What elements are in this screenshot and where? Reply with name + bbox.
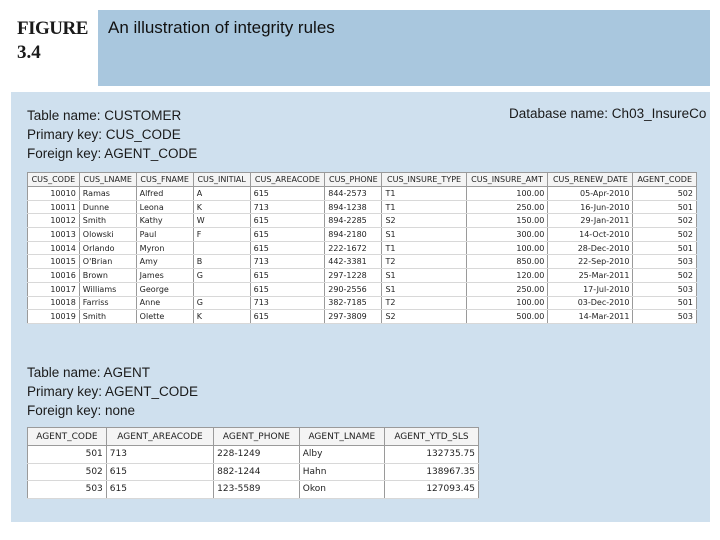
table-cell: 290-2556 <box>325 282 382 296</box>
agent-row <box>28 463 479 481</box>
table-cell: 615 <box>106 463 213 481</box>
customer-row <box>28 214 697 228</box>
customer-row <box>28 241 697 255</box>
table-cell: 25-Mar-2011 <box>548 269 633 283</box>
table-cell: T1 <box>382 187 466 201</box>
table-cell: 850.00 <box>466 255 548 269</box>
customer-row <box>28 282 697 296</box>
table-cell: T2 <box>382 255 466 269</box>
customer-table-meta <box>27 106 197 163</box>
customer-row <box>28 255 697 269</box>
table-cell: 297-3809 <box>325 310 382 324</box>
table-cell: Hahn <box>299 463 384 481</box>
table-cell: 100.00 <box>466 187 548 201</box>
customer-row <box>28 296 697 310</box>
table-cell: Anne <box>136 296 193 310</box>
col-agent-ytd-sls: AGENT_YTD_SLS <box>384 428 478 446</box>
table-cell: 615 <box>106 481 213 499</box>
col-cus-phone: CUS_PHONE <box>325 173 382 187</box>
customer-row <box>28 269 697 283</box>
table-cell: 127093.45 <box>384 481 478 499</box>
table-cell: 138967.35 <box>384 463 478 481</box>
col-agent-code: AGENT_CODE <box>633 173 697 187</box>
table-cell: B <box>193 255 250 269</box>
database-name: Database name: Ch03_InsureCo <box>509 106 707 121</box>
table-cell: 503 <box>28 481 107 499</box>
agent-table <box>27 427 479 499</box>
figure-label-box <box>11 10 91 86</box>
table-cell: 894-2180 <box>325 228 382 242</box>
table-cell: Orlando <box>79 241 136 255</box>
table-cell: 382-7185 <box>325 296 382 310</box>
table-cell: 501 <box>633 296 697 310</box>
col-cus-code: CUS_CODE <box>28 173 80 187</box>
table-cell: 250.00 <box>466 200 548 214</box>
table-cell: Brown <box>79 269 136 283</box>
table-cell: 10014 <box>28 241 80 255</box>
table-cell: 615 <box>250 310 325 324</box>
table-cell: K <box>193 310 250 324</box>
table-cell: S1 <box>382 282 466 296</box>
table-cell: Amy <box>136 255 193 269</box>
table-cell: S2 <box>382 214 466 228</box>
table-cell: 10010 <box>28 187 80 201</box>
table-cell: 100.00 <box>466 296 548 310</box>
figure-label: FIGURE <box>17 18 88 39</box>
agent-table-meta <box>27 363 198 420</box>
table-cell: Dunne <box>79 200 136 214</box>
col-agent-areacode: AGENT_AREACODE <box>106 428 213 446</box>
table-cell: 713 <box>250 255 325 269</box>
table-cell: Smith <box>79 214 136 228</box>
col-agent-phone: AGENT_PHONE <box>214 428 300 446</box>
table-cell: 120.00 <box>466 269 548 283</box>
table-cell: 502 <box>28 463 107 481</box>
figure-title: An illustration of integrity rules <box>108 18 335 37</box>
table-cell: T1 <box>382 200 466 214</box>
table-cell: W <box>193 214 250 228</box>
table-cell: S2 <box>382 310 466 324</box>
table-cell: Leona <box>136 200 193 214</box>
table-cell: 615 <box>250 269 325 283</box>
table-cell: Alby <box>299 446 384 464</box>
table-cell: Farriss <box>79 296 136 310</box>
table-cell: 615 <box>250 282 325 296</box>
agent-header-row <box>28 428 479 446</box>
table-cell: 615 <box>250 228 325 242</box>
table-cell: Kathy <box>136 214 193 228</box>
figure-number: 3.4 <box>17 42 41 63</box>
table-cell: Williams <box>79 282 136 296</box>
customer-primary-key: Primary key: CUS_CODE <box>27 127 181 142</box>
col-cus-insure-type: CUS_INSURE_TYPE <box>382 173 466 187</box>
table-cell: 502 <box>633 228 697 242</box>
customer-header-row <box>28 173 697 187</box>
table-cell: 10017 <box>28 282 80 296</box>
customer-row <box>28 187 697 201</box>
table-cell: Smith <box>79 310 136 324</box>
customer-row <box>28 200 697 214</box>
table-cell: 894-2285 <box>325 214 382 228</box>
agent-row <box>28 446 479 464</box>
table-cell: 05-Apr-2010 <box>548 187 633 201</box>
table-cell: George <box>136 282 193 296</box>
table-cell: 222-1672 <box>325 241 382 255</box>
table-cell: Okon <box>299 481 384 499</box>
table-cell: 502 <box>633 269 697 283</box>
table-cell: G <box>193 296 250 310</box>
table-cell: 100.00 <box>466 241 548 255</box>
col-cus-insure-amt: CUS_INSURE_AMT <box>466 173 548 187</box>
col-cus-areacode: CUS_AREACODE <box>250 173 325 187</box>
table-cell: 503 <box>633 282 697 296</box>
table-cell: Ramas <box>79 187 136 201</box>
table-cell: Myron <box>136 241 193 255</box>
figure-header <box>11 10 710 86</box>
table-cell: 615 <box>250 214 325 228</box>
table-cell: 10011 <box>28 200 80 214</box>
col-agent-lname: AGENT_LNAME <box>299 428 384 446</box>
customer-table <box>27 172 697 324</box>
table-cell: 501 <box>28 446 107 464</box>
figure-content-panel <box>11 92 710 522</box>
figure-title-bar <box>98 10 710 86</box>
table-cell: 29-Jan-2011 <box>548 214 633 228</box>
table-cell: 17-Jul-2010 <box>548 282 633 296</box>
table-cell: 502 <box>633 214 697 228</box>
table-cell: 894-1238 <box>325 200 382 214</box>
agent-row <box>28 481 479 499</box>
table-cell: K <box>193 200 250 214</box>
table-cell: 713 <box>250 296 325 310</box>
table-cell: 713 <box>106 446 213 464</box>
table-cell: 502 <box>633 187 697 201</box>
table-cell: 300.00 <box>466 228 548 242</box>
table-cell: 150.00 <box>466 214 548 228</box>
table-cell: 14-Oct-2010 <box>548 228 633 242</box>
customer-table-name: Table name: CUSTOMER <box>27 108 182 123</box>
table-cell <box>193 241 250 255</box>
table-cell: A <box>193 187 250 201</box>
table-cell: 10018 <box>28 296 80 310</box>
customer-row <box>28 228 697 242</box>
table-cell: S1 <box>382 228 466 242</box>
table-cell: 713 <box>250 200 325 214</box>
table-cell: 500.00 <box>466 310 548 324</box>
table-cell: Olette <box>136 310 193 324</box>
table-cell: 132735.75 <box>384 446 478 464</box>
table-cell: 250.00 <box>466 282 548 296</box>
table-cell: 297-1228 <box>325 269 382 283</box>
table-cell: 882-1244 <box>214 463 300 481</box>
table-cell: 503 <box>633 255 697 269</box>
table-cell: Paul <box>136 228 193 242</box>
table-cell: Alfred <box>136 187 193 201</box>
col-cus-lname: CUS_LNAME <box>79 173 136 187</box>
col-agent-code: AGENT_CODE <box>28 428 107 446</box>
table-cell: 501 <box>633 241 697 255</box>
table-cell: 615 <box>250 241 325 255</box>
table-cell: James <box>136 269 193 283</box>
table-cell: 844-2573 <box>325 187 382 201</box>
table-cell: 03-Dec-2010 <box>548 296 633 310</box>
table-cell: 16-Jun-2010 <box>548 200 633 214</box>
table-cell: 10013 <box>28 228 80 242</box>
table-cell: 615 <box>250 187 325 201</box>
col-cus-renew-date: CUS_RENEW_DATE <box>548 173 633 187</box>
col-cus-initial: CUS_INITIAL <box>193 173 250 187</box>
table-cell <box>193 282 250 296</box>
table-cell: 503 <box>633 310 697 324</box>
table-cell: T2 <box>382 296 466 310</box>
table-cell: 228-1249 <box>214 446 300 464</box>
table-cell: O'Brian <box>79 255 136 269</box>
table-cell: 123-5589 <box>214 481 300 499</box>
table-cell: 10016 <box>28 269 80 283</box>
table-cell: 10015 <box>28 255 80 269</box>
table-cell: 22-Sep-2010 <box>548 255 633 269</box>
table-cell: 28-Dec-2010 <box>548 241 633 255</box>
table-cell: T1 <box>382 241 466 255</box>
table-cell: Olowski <box>79 228 136 242</box>
table-cell: 10019 <box>28 310 80 324</box>
agent-table-name: Table name: AGENT <box>27 365 151 380</box>
table-cell: S1 <box>382 269 466 283</box>
customer-foreign-key: Foreign key: AGENT_CODE <box>27 146 198 161</box>
table-cell: F <box>193 228 250 242</box>
customer-row <box>28 310 697 324</box>
table-cell: 14-Mar-2011 <box>548 310 633 324</box>
agent-primary-key: Primary key: AGENT_CODE <box>27 384 199 399</box>
agent-foreign-key: Foreign key: none <box>27 403 136 418</box>
table-cell: 442-3381 <box>325 255 382 269</box>
table-cell: 501 <box>633 200 697 214</box>
table-cell: G <box>193 269 250 283</box>
col-cus-fname: CUS_FNAME <box>136 173 193 187</box>
table-cell: 10012 <box>28 214 80 228</box>
